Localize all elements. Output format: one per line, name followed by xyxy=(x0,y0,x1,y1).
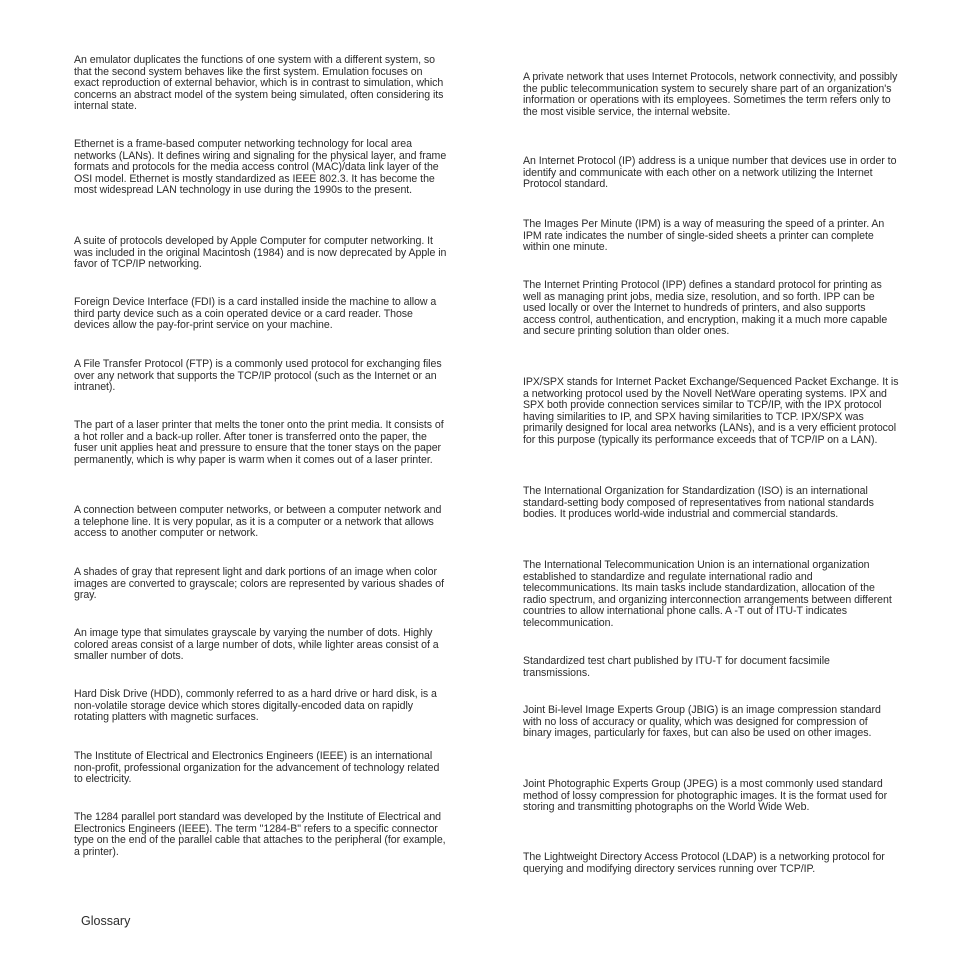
entry-itu-t-chart: Standardized test chart published by ITU-T for document facsimile transmissions. xyxy=(523,655,830,679)
entry-ethernet: Ethernet is a frame-based computer networking technology for local area networks (LANs). It defines wiring and signaling for the physical layer, and frame formats and protocols for the media access control (MAC)/data link layer of the OSI model. Ethernet is mostly standardized as IEEE 802.3. It has become the most widespread LAN technology in use during the 1990s to the present. xyxy=(74,138,447,197)
entry-ieee-1284: The 1284 parallel port standard was developed by the Institute of Electrical and Electronics Engineers (IEEE). The term "1284-B" refers to a specific connector type on the end of the parallel cable that attaches to the peripheral (for example, a printer). xyxy=(74,811,446,858)
entry-ip-address: An Internet Protocol (IP) address is a unique number that devices use in order to identify and communicate with each other on a network utilizing the Internet Protocol standard. xyxy=(523,155,897,191)
entry-ftp: A File Transfer Protocol (FTP) is a commonly used protocol for exchanging files over any network that supports the TCP/IP protocol (such as the Internet or an intranet). xyxy=(74,358,442,394)
entry-ieee: The Institute of Electrical and Electronics Engineers (IEEE) is an international non-profit, professional organization for the advancement of technology related to electricity. xyxy=(74,750,440,786)
entry-fdi: Foreign Device Interface (FDI) is a card installed inside the machine to allow a third party device such as a coin operated device or a card reader. Those devices allow the pay-for-print service on your machine. xyxy=(74,296,437,332)
entry-jpeg: Joint Photographic Experts Group (JPEG) is a most commonly used standard method of lossy compression for photographic images. It is the format used for storing and transmitting photographs on the World Wide Web. xyxy=(523,778,888,814)
entry-fuser-unit: The part of a laser printer that melts the toner onto the print media. It consists of a hot roller and a back-up roller. After toner is transferred onto the paper, the fuser unit applies heat and pressure to ensure that the toner stays on the paper permanently, which is why paper is warm when it comes out of a laser printer. xyxy=(74,419,444,466)
entry-emulation: An emulator duplicates the functions of one system with a different system, so that the second system behaves like the first system. Emulation focuses on exact reproduction of external behavior, which is in contrast to simulation, which concerns an abstract model of the system being simulated, often considering its internal state. xyxy=(74,54,444,113)
entry-jbig: Joint Bi-level Image Experts Group (JBIG) is an image compression standard with no loss of accuracy or quality, which was designed for compression of binary images, particularly for faxes, but can also be used on other images. xyxy=(523,704,881,740)
footer-section-label: Glossary xyxy=(81,914,131,928)
entry-ipm: The Images Per Minute (IPM) is a way of measuring the speed of a printer. An IPM rate indicates the number of single-sided sheets a printer can complete within one minute. xyxy=(523,218,885,254)
entry-hdd: Hard Disk Drive (HDD), commonly referred to as a hard drive or hard disk, is a non-volatile storage device which stores digitally-encoded data on rapidly rotating platters with magnetic surfaces. xyxy=(74,688,437,724)
entry-itu-t: The International Telecommunication Union is an international organization established to standardize and regulate international radio and telecommunications. Its main tasks include standardization, allocation of the radio spectrum, and organizing interconnection arrangements between different countries to allow international phone calls. A -T out of ITU-T indicates telecommunication. xyxy=(523,559,892,629)
entry-ethertalk: A suite of protocols developed by Apple Computer for computer networking. It was included in the original Macintosh (1984) and is now deprecated by Apple in favor of TCP/IP networking. xyxy=(74,235,447,271)
entry-gateway: A connection between computer networks, or between a computer network and a telephone line. It is very popular, as it is a computer or a network that allows access to another computer or network. xyxy=(74,504,442,540)
entry-ipx-spx: IPX/SPX stands for Internet Packet Exchange/Sequenced Packet Exchange. It is a networking protocol used by the Novell NetWare operating systems. IPX and SPX both provide connection services similar to TCP/IP, with the IPX protocol having similarities to IP, and SPX having similarities to TCP. IPX/SPX was primarily designed for local area networks (LANs), and is a very efficient protocol for this purpose (typically its performance exceeds that of TCP/IP on a LAN). xyxy=(523,376,899,446)
entry-ipp: The Internet Printing Protocol (IPP) defines a standard protocol for printing as well as managing print jobs, media size, resolution, and so forth. IPP can be used locally or over the Internet to hundreds of printers, and also supports access control, authentication, and encryption, making it a much more capable and secure printing solution than older ones. xyxy=(523,279,888,338)
entry-halftone: An image type that simulates grayscale by varying the number of dots. Highly colored areas consist of a large number of dots, while lighter areas consist of a smaller number of dots. xyxy=(74,627,439,663)
entry-grayscale: A shades of gray that represent light and dark portions of an image when color images are converted to grayscale; colors are represented by various shades of gray. xyxy=(74,566,445,602)
entry-intranet: A private network that uses Internet Protocols, network connectivity, and possibly the public telecommunication system to securely share part of an organization's information or operations with its employees. Sometimes the term refers only to the most visible service, the internal website. xyxy=(523,71,898,118)
entry-iso: The International Organization for Standardization (ISO) is an international standard-setting body composed of representatives from national standards bodies. It produces world-wide industrial and commercial standards. xyxy=(523,485,874,521)
entry-ldap: The Lightweight Directory Access Protocol (LDAP) is a networking protocol for querying and modifying directory services running over TCP/IP. xyxy=(523,851,885,875)
